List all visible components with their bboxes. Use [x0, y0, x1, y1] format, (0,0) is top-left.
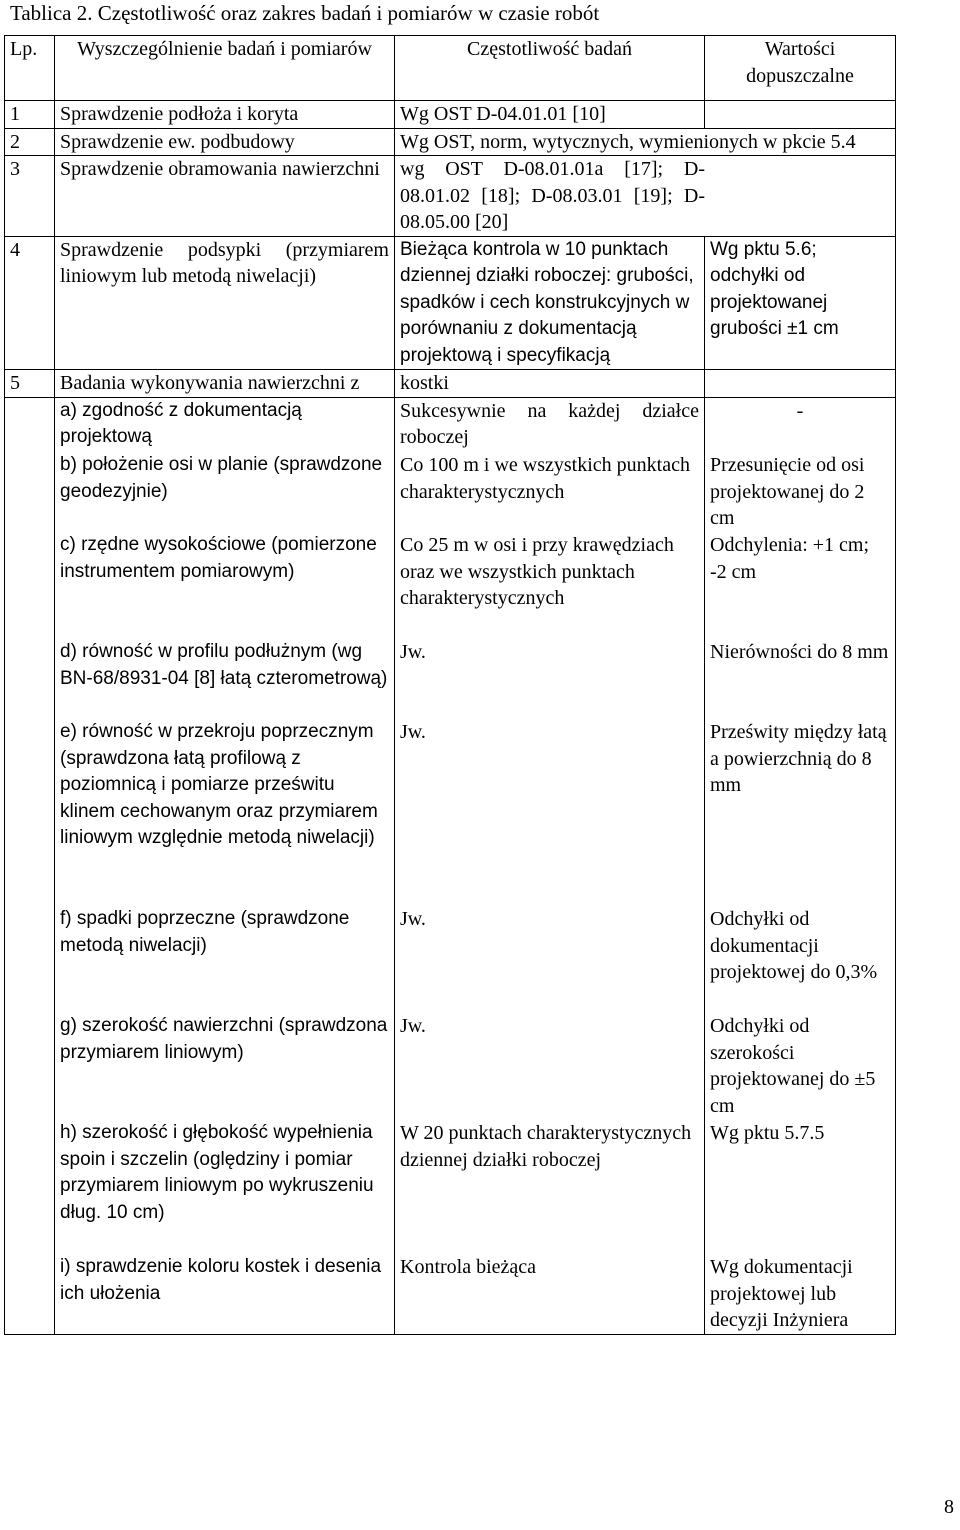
subrow-frequency: Jw.: [395, 906, 705, 1013]
row-allowed-values: Wg pktu 5.6; odchyłki od projektowanej grubości ±1 cm: [705, 236, 896, 370]
row-lp: 3: [5, 156, 55, 237]
subrow-allowed-values: Nierówności do 8 mm: [705, 639, 896, 719]
table-header-row: [5, 36, 896, 101]
table-subrow: [5, 532, 896, 639]
row-frequency: Wg OST D-04.01.01 [10]: [395, 101, 705, 129]
table-caption: Tablica 2. Częstotliwość oraz zakres badań i pomiarów w czasie robót: [10, 1, 600, 25]
subrow-allowed-values: Odchylenia: +1 cm; -2 cm: [705, 532, 896, 639]
table-subrow: [5, 719, 896, 906]
table-row: [5, 128, 896, 156]
subrow-lp: [5, 452, 55, 532]
table-subrow: [5, 639, 896, 719]
subrow-frequency: Co 100 m i we wszystkich punktach charakterystycznych: [395, 452, 705, 532]
subrow-description: c) rzędne wysokościowe (pomierzone instrumentem pomiarowym): [55, 532, 395, 639]
row-frequency: wg OST D-08.01.01a [17]; D-08.01.02 [18]; D-08.03.01 [19]; D-08.05.00 [20]: [395, 156, 896, 237]
subrow-frequency: Kontrola bieżąca: [395, 1254, 705, 1334]
header-description: Wyszczególnienie badań i pomiarów: [55, 36, 395, 101]
header-lp: Lp.: [5, 36, 55, 101]
subrow-description: a) zgodność z dokumentacją projektową: [55, 397, 395, 452]
table-subrow: [5, 1254, 896, 1334]
row-lp: 1: [5, 101, 55, 129]
row-description: Sprawdzenie podsypki (przymiarem liniowym lub metodą niwelacji): [55, 236, 395, 370]
table-subrow: [5, 1120, 896, 1254]
subrow-allowed-values: Przesunięcie od osi projektowanej do 2 cm: [705, 452, 896, 532]
subrow-allowed-values: Odchyłki od szerokości projektowanej do ±5 cm: [705, 1013, 896, 1120]
subrow-description: f) spadki poprzeczne (sprawdzone metodą niwelacji): [55, 906, 395, 1013]
subrow-description: b) położenie osi w planie (sprawdzone geodezyjnie): [55, 452, 395, 532]
table-subrow: [5, 1013, 896, 1120]
subrow-frequency: Co 25 m w osi i przy krawędziach oraz we wszystkich punktach charakterystycznych: [395, 532, 705, 639]
subrow-lp: [5, 1013, 55, 1120]
subrow-description: e) równość w przekroju poprzecznym (sprawdzona łatą profilową z poziomnicą i pomiarze prześwitu klinem cechowanym oraz przymiarem liniowym względnie metodą niwelacji): [55, 719, 395, 906]
subrow-description: h) szerokość i głębokość wypełnienia spoin i szczelin (oględziny i pomiar przymiarem liniowym po wykruszeniu dług. 10 cm): [55, 1120, 395, 1254]
subrow-lp: [5, 639, 55, 719]
row-allowed-values: [705, 370, 896, 398]
row-lp: 4: [5, 236, 55, 370]
subrow-description: i) sprawdzenie koloru kostek i desenia ich ułożenia: [55, 1254, 395, 1334]
row-frequency: Wg OST, norm, wytycznych, wymienionych w pkcie 5.4: [395, 128, 896, 156]
subrow-allowed-values: Wg dokumentacji projektowej lub decyzji Inżyniera: [705, 1254, 896, 1334]
table-row: [5, 236, 896, 370]
row-allowed-values: [705, 101, 896, 129]
header-allowed-values: Wartości dopuszczalne: [705, 36, 896, 101]
table-subrow: [5, 452, 896, 532]
subrow-lp: [5, 1254, 55, 1334]
subrow-lp: [5, 719, 55, 906]
subrow-allowed-values: Odchyłki od dokumentacji projektowej do 0,3%: [705, 906, 896, 1013]
subrow-frequency: Jw.: [395, 639, 705, 719]
inspection-table: [4, 35, 896, 1335]
subrow-allowed-values: -: [705, 397, 896, 452]
row-lp: 5: [5, 370, 55, 398]
page-number: 8: [944, 1496, 954, 1518]
row-frequency: kostki: [395, 370, 705, 398]
table-row: [5, 156, 896, 237]
header-frequency: Częstotliwość badań: [395, 36, 705, 101]
row-frequency: Bieżąca kontrola w 10 punktach dziennej działki roboczej: grubości, spadków i cech konstrukcyjnych w porównaniu z dokumentacją projektową i specyfikacją: [395, 236, 705, 370]
subrow-frequency: Jw.: [395, 1013, 705, 1120]
subrow-allowed-values: Wg pktu 5.7.5: [705, 1120, 896, 1254]
row-description: Sprawdzenie podłoża i koryta: [55, 101, 395, 129]
subrow-description: d) równość w profilu podłużnym (wg BN-68/8931-04 [8] łatą czterometrową): [55, 639, 395, 719]
subrow-lp: [5, 532, 55, 639]
subrow-description: g) szerokość nawierzchni (sprawdzona przymiarem liniowym): [55, 1013, 395, 1120]
subrow-lp: [5, 397, 55, 452]
row-description: Sprawdzenie ew. podbudowy: [55, 128, 395, 156]
table-subrow: [5, 906, 896, 1013]
row-description: Sprawdzenie obramowania nawierzchni: [55, 156, 395, 237]
subrow-frequency: Sukcesywnie na każdej działce roboczej: [395, 397, 705, 452]
row-lp: 2: [5, 128, 55, 156]
table-row: [5, 370, 896, 398]
subrow-lp: [5, 906, 55, 1013]
subrow-frequency: Jw.: [395, 719, 705, 906]
table-subrow: [5, 397, 896, 452]
subrow-allowed-values: Prześwity między łatą a powierzchnią do 8 mm: [705, 719, 896, 906]
subrow-lp: [5, 1120, 55, 1254]
row-description: Badania wykonywania nawierzchni z: [55, 370, 395, 398]
table-row: [5, 101, 896, 129]
subrow-frequency: W 20 punktach charakterystycznych dziennej działki roboczej: [395, 1120, 705, 1254]
